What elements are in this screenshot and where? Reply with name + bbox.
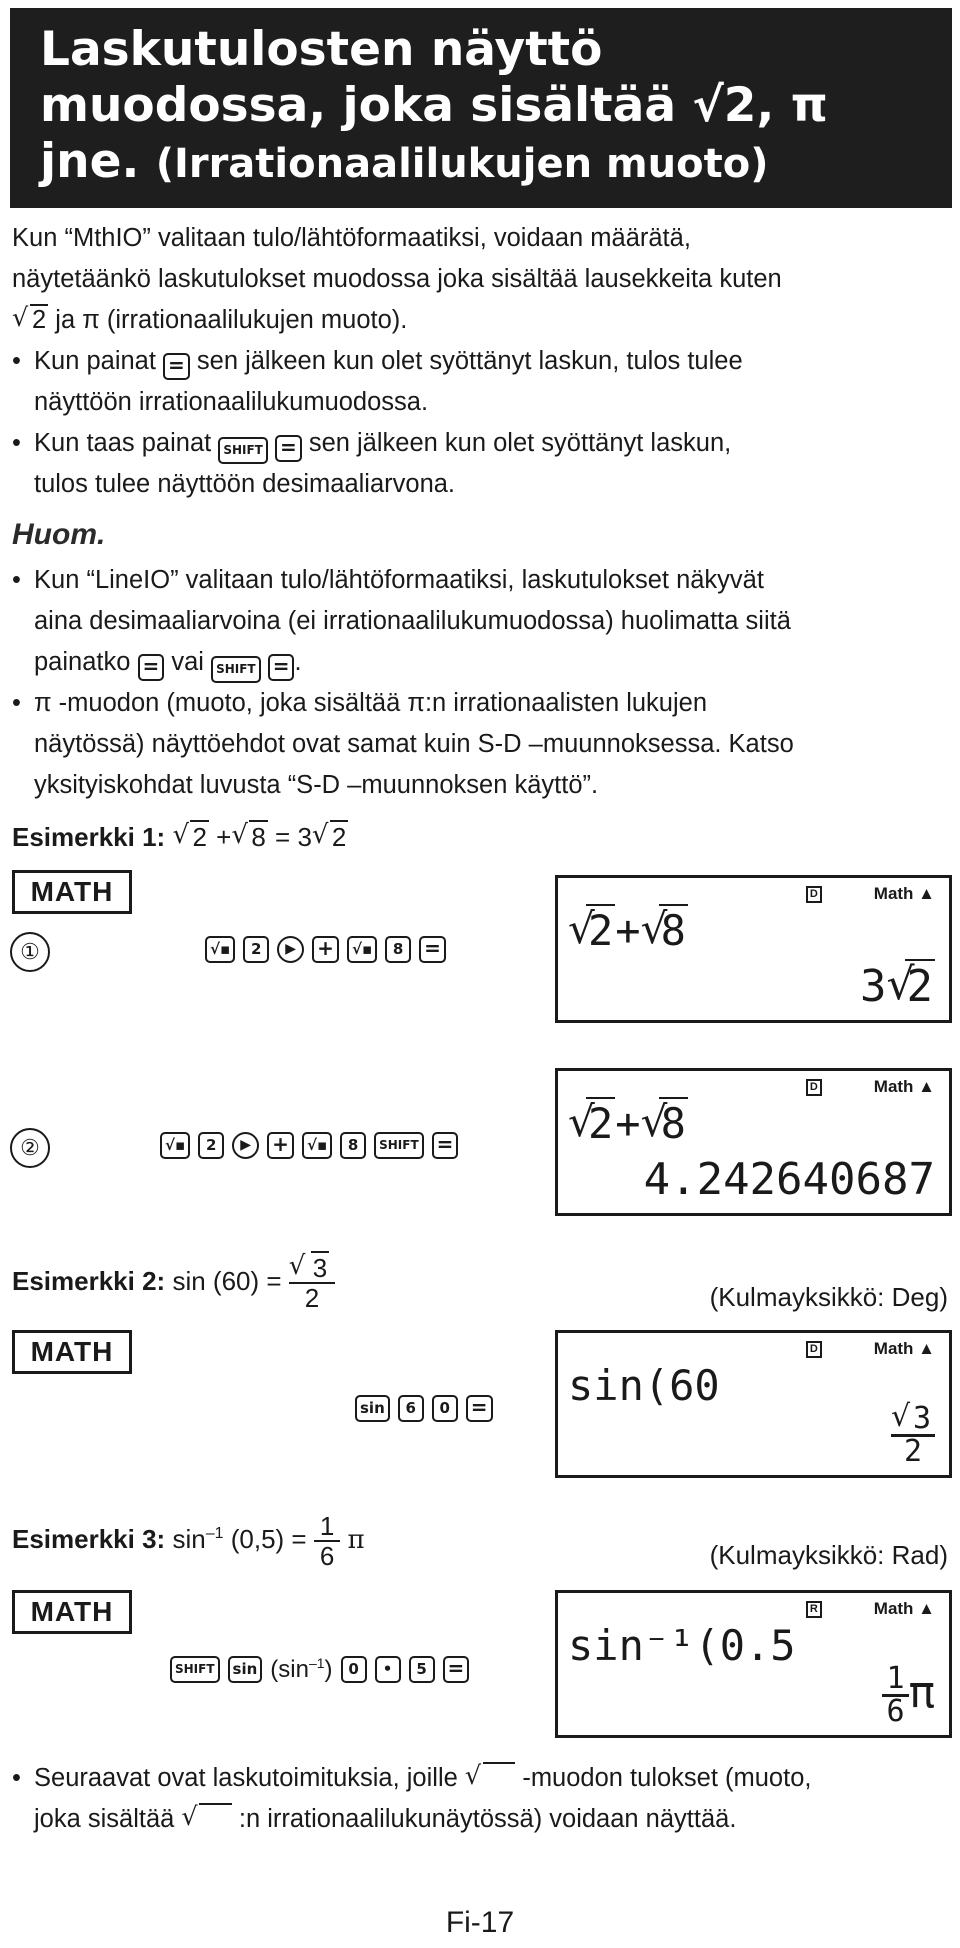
plus-key: + <box>312 936 339 963</box>
key-0: 0 <box>341 1656 367 1683</box>
equals-key: = <box>163 353 190 380</box>
math-mode-badge: MATH <box>12 870 132 914</box>
example-3-label: Esimerkki 3: $\sin^{-1} (0,5)$ = $\frac{1}{6}$ π <box>12 1511 365 1571</box>
key-note: $(\sin^{-1})$ <box>270 1655 333 1683</box>
example-1-label: Esimerkki 1: √ 2 +√ 8 = 3√ 2 <box>12 822 348 853</box>
deg-indicator: D <box>806 1341 822 1358</box>
example-1-step-2-keys <box>160 1132 458 1159</box>
sqrt-symbol <box>465 1758 515 1799</box>
sin-key: sin <box>228 1656 263 1683</box>
right-arrow-key: ▶ <box>277 936 304 963</box>
shift-key: SHIFT <box>374 1132 424 1159</box>
equals-key: = <box>275 435 302 462</box>
lcd-example-1-step-1 <box>555 875 952 1023</box>
equals-key: = <box>432 1132 459 1159</box>
angle-unit-deg: (Kulmayksikkö: Deg) <box>709 1282 948 1312</box>
page-number: Fi-17 <box>445 1906 515 1939</box>
example-2-label: Esimerkki 2: sin (60) = √ $\frac{3}{2}$ <box>12 1254 335 1312</box>
sqrt-key: √▪ <box>347 936 377 963</box>
title-line-2: muodossa, joka sisältää √2, π <box>40 78 828 133</box>
example-1-step-1-keys <box>205 936 446 963</box>
sqrt-key: √▪ <box>160 1132 190 1159</box>
title-line-3: jne. (Irrationaalilukujen muoto) <box>40 134 769 189</box>
section-title <box>10 8 952 208</box>
math-indicator: Math ▲ <box>873 884 935 903</box>
sqrt-key: √▪ <box>205 936 235 963</box>
sin-key: sin <box>355 1395 390 1422</box>
angle-unit-rad: (Kulmayksikkö: Rad) <box>709 1540 948 1570</box>
lcd-example-3 <box>555 1590 952 1738</box>
key-0: 0 <box>432 1395 458 1422</box>
bullet-irrational: • Kun painat = sen jälkeen kun olet syöttänyt laskun, tulos tulee näyttöön irrationaalilukumuodossa. <box>12 347 743 416</box>
step-2-marker: ② <box>10 1128 50 1168</box>
step-1-marker: ① <box>10 932 50 972</box>
sqrt-symbol: √ 2 <box>12 300 48 341</box>
intro-line-1: Kun “MthIO” valitaan tulo/lähtöformaatiksi, voidaan määrätä, <box>12 224 691 252</box>
title-line-1: Laskutulosten näyttö <box>40 22 603 77</box>
math-indicator: Math ▲ <box>873 1077 935 1096</box>
intro-line-2: näytetäänkö laskutulokset muodossa joka sisältää lausekkeita kuten <box>12 265 782 293</box>
key-5: 5 <box>409 1656 435 1683</box>
key-2: 2 <box>198 1132 224 1159</box>
deg-indicator: D <box>806 1079 822 1096</box>
intro-paragraph <box>12 218 952 341</box>
math-mode-badge: MATH <box>12 1590 132 1634</box>
lcd-result: 4.242640687 <box>643 1154 935 1205</box>
shift-key: SHIFT <box>218 437 268 464</box>
shift-key: SHIFT <box>211 656 261 683</box>
lcd-input: √ 2+√ 8 <box>568 906 688 955</box>
key-8: 8 <box>385 936 411 963</box>
lcd-input: √ 2+√ 8 <box>568 1099 688 1148</box>
lcd-result: √ $\frac{3}{2}$ <box>891 1404 935 1467</box>
decimal-point-key: • <box>375 1656 401 1683</box>
rad-indicator: R <box>806 1601 822 1618</box>
sqrt-key: √▪ <box>302 1132 332 1159</box>
lcd-result: 3√ 2 <box>860 961 935 1012</box>
equals-key: = <box>466 1395 493 1422</box>
example-3-keys <box>170 1655 469 1684</box>
equals-key: = <box>268 654 295 681</box>
key-6: 6 <box>398 1395 424 1422</box>
bullet-decimal: • Kun taas painat SHIFT = sen jälkeen kun olet syöttänyt laskun, tulos tulee näyttöön desimaaliarvona. <box>12 429 732 498</box>
note-heading: Huom. <box>12 518 106 551</box>
math-mode-badge: MATH <box>12 1330 132 1374</box>
example-2-keys <box>355 1395 493 1422</box>
shift-key: SHIFT <box>170 1656 220 1683</box>
key-8: 8 <box>340 1132 366 1159</box>
key-2: 2 <box>243 936 269 963</box>
intro-line-3: √ 2 ja π (irrationaalilukujen muoto). <box>12 300 952 341</box>
lcd-input: sin(60 <box>568 1361 720 1410</box>
note-lineio: • Kun “LineIO” valitaan tulo/lähtöformaatiksi, laskutulokset näkyvät aina desimaaliarvoina (ei irrationaalilukumuodossa) huolimatta siitä painatko = vai SHIFT = . <box>12 560 952 683</box>
math-indicator: Math ▲ <box>873 1599 935 1618</box>
deg-indicator: D <box>806 886 822 903</box>
right-arrow-key: ▶ <box>232 1132 259 1159</box>
lcd-example-2 <box>555 1330 952 1478</box>
lcd-input: sin⁻¹(0.5 <box>568 1621 796 1670</box>
plus-key: + <box>267 1132 294 1159</box>
note-pi-form: • π -muodon (muoto, joka sisältää π:n irrationaalisten lukujen näytössä) näyttöehdot ovat samat kuin S-D –muunnoksessa. Katso yksityiskohdat luvusta “S-D –muunnoksen käyttö”. <box>12 689 794 799</box>
math-indicator: Math ▲ <box>873 1339 935 1358</box>
equals-key: = <box>138 654 165 681</box>
lcd-example-1-step-2 <box>555 1068 952 1216</box>
footer-bullet: • Seuraavat ovat laskutoimituksia, joille √ -muodon tulokset (muoto, joka sisältää √ :n irrationaalilukunäytössä) voidaan näyttää. <box>12 1758 952 1840</box>
equals-key: = <box>443 1656 470 1683</box>
equals-key: = <box>419 936 446 963</box>
sqrt-symbol <box>181 1799 231 1840</box>
lcd-result: $\frac{1}{6}$ π <box>882 1664 935 1727</box>
